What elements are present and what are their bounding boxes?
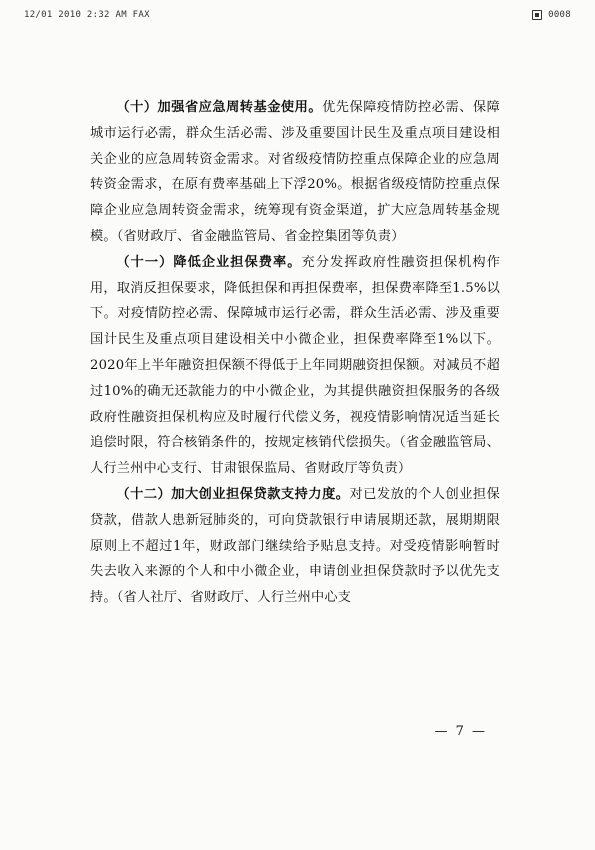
paragraph-10-heading: （十）加强省应急周转基金使用。 [116,100,323,115]
paragraph-10-body: 优先保障疫情防控必需、保障城市运行必需，群众生活必需、涉及重要国计民生及重点项目建设相关企业的应急周转资金需求。对省级疫情防控重点保障企业的应急周转资金需求，在原有费率基础上下浮20%。根据省级疫情防控重点保障企业应急周转资金需求，统筹现有资金渠道，扩大应急周转基金规模。（省财政厅、省金融监管局、省金控集团等负责） [90,100,501,244]
paragraph-12-body: 对已发放的个人创业担保贷款，借款人患新冠肺炎的，可向贷款银行申请展期还款，展期期限原则上不超过1年，财政部门继续给予贴息支持。对受疫情影响暂时失去收入来源的个人和中小微企业，申请创业担保贷款时予以优先支持。（省人社厅、省财政厅、人行兰州中心支 [90,486,501,606]
fax-page-code: 0008 [548,10,571,20]
page-number: — 7 — [434,724,487,739]
paragraph-12 [90,482,500,611]
paragraph-12-heading: （十二）加大创业担保贷款支持力度。 [116,486,350,502]
paragraph-11 [90,250,500,482]
fax-page-code-group [532,10,571,20]
fax-header [24,10,571,26]
document-body [90,95,500,611]
fax-machine-icon [532,10,542,20]
paragraph-11-body: 充分发挥政府性融资担保机构作用，取消反担保要求，降低担保和再担保费率，担保费率降至1.5%以下。对疫情防控必需、保障城市运行必需，群众生活必需、涉及重要国计民生及重点项目建设相关中小微企业，担保费率降至1%以下。2020年上半年融资担保额不得低于上年同期融资担保额。对减员不超过10%的确无还款能力的中小微企业，为其提供融资担保服务的各级政府性融资担保机构应及时履行代偿义务，视疫情影响情况适当延长追偿时限，符合核销条件的，按规定核销代偿损失。（省金融监管局、人行兰州中心支行、甘肃银保监局、省财政厅等负责） [90,254,500,477]
fax-timestamp: 12/01 2010 2:32 AM FAX [24,10,150,20]
paragraph-11-heading: （十一）降低企业担保费率。 [116,254,302,270]
paragraph-10 [90,95,500,250]
